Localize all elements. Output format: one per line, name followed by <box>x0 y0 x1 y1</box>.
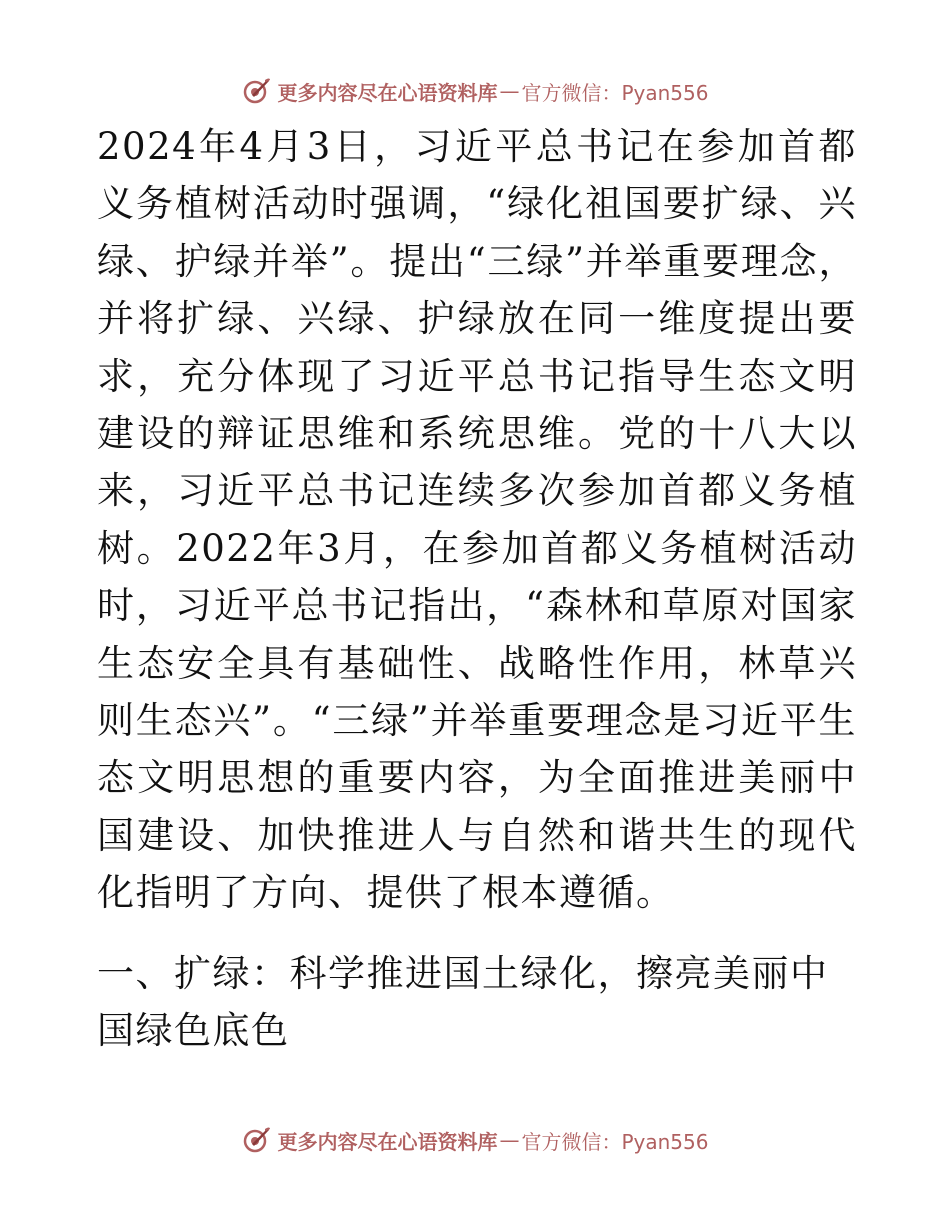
quill-pen-circle-icon <box>241 1125 271 1155</box>
banner-dash: — <box>499 79 520 103</box>
footer-banner <box>0 1120 950 1160</box>
header-banner <box>0 71 950 111</box>
section-heading: 一、扩绿：科学推进国土绿化，擦亮美丽中国绿色底色 <box>97 951 829 1053</box>
body-paragraph: 2024年4月3日，习近平总书记在参加首都义务植树活动时强调，“绿化祖国要扩绿、兴绿、护绿并举”。提出“三绿”并举重要理念，并将扩绿、兴绿、护绿放在同一维度提出要求，充分体现了习近平总书记指导生态文明建设的辩证思维和系统思维。党的十八大以来，习近平总书记连续多次参加首都义务植树。2022年3月，在参加首都义务植树活动时，习近平总书记指出，“森林和草原对国家生态安全具有基础性、战略性作用，林草兴则生态兴”。“三绿”并举重要理念是习近平生态文明思想的重要内容，为全面推进美丽中国建设、加快推进人与自然和谐共生的现代化指明了方向、提供了根本遵循。 <box>97 125 857 915</box>
banner-contact: 官方微信：Pyan556 <box>521 1129 709 1154</box>
banner-site-name: 更多内容尽在心语资料库 <box>277 1129 498 1154</box>
document-body <box>97 118 857 1060</box>
banner-dash: — <box>499 1128 520 1152</box>
banner-site-name: 更多内容尽在心语资料库 <box>277 80 498 105</box>
banner-contact: 官方微信：Pyan556 <box>521 80 709 105</box>
quill-pen-circle-icon <box>241 76 271 106</box>
